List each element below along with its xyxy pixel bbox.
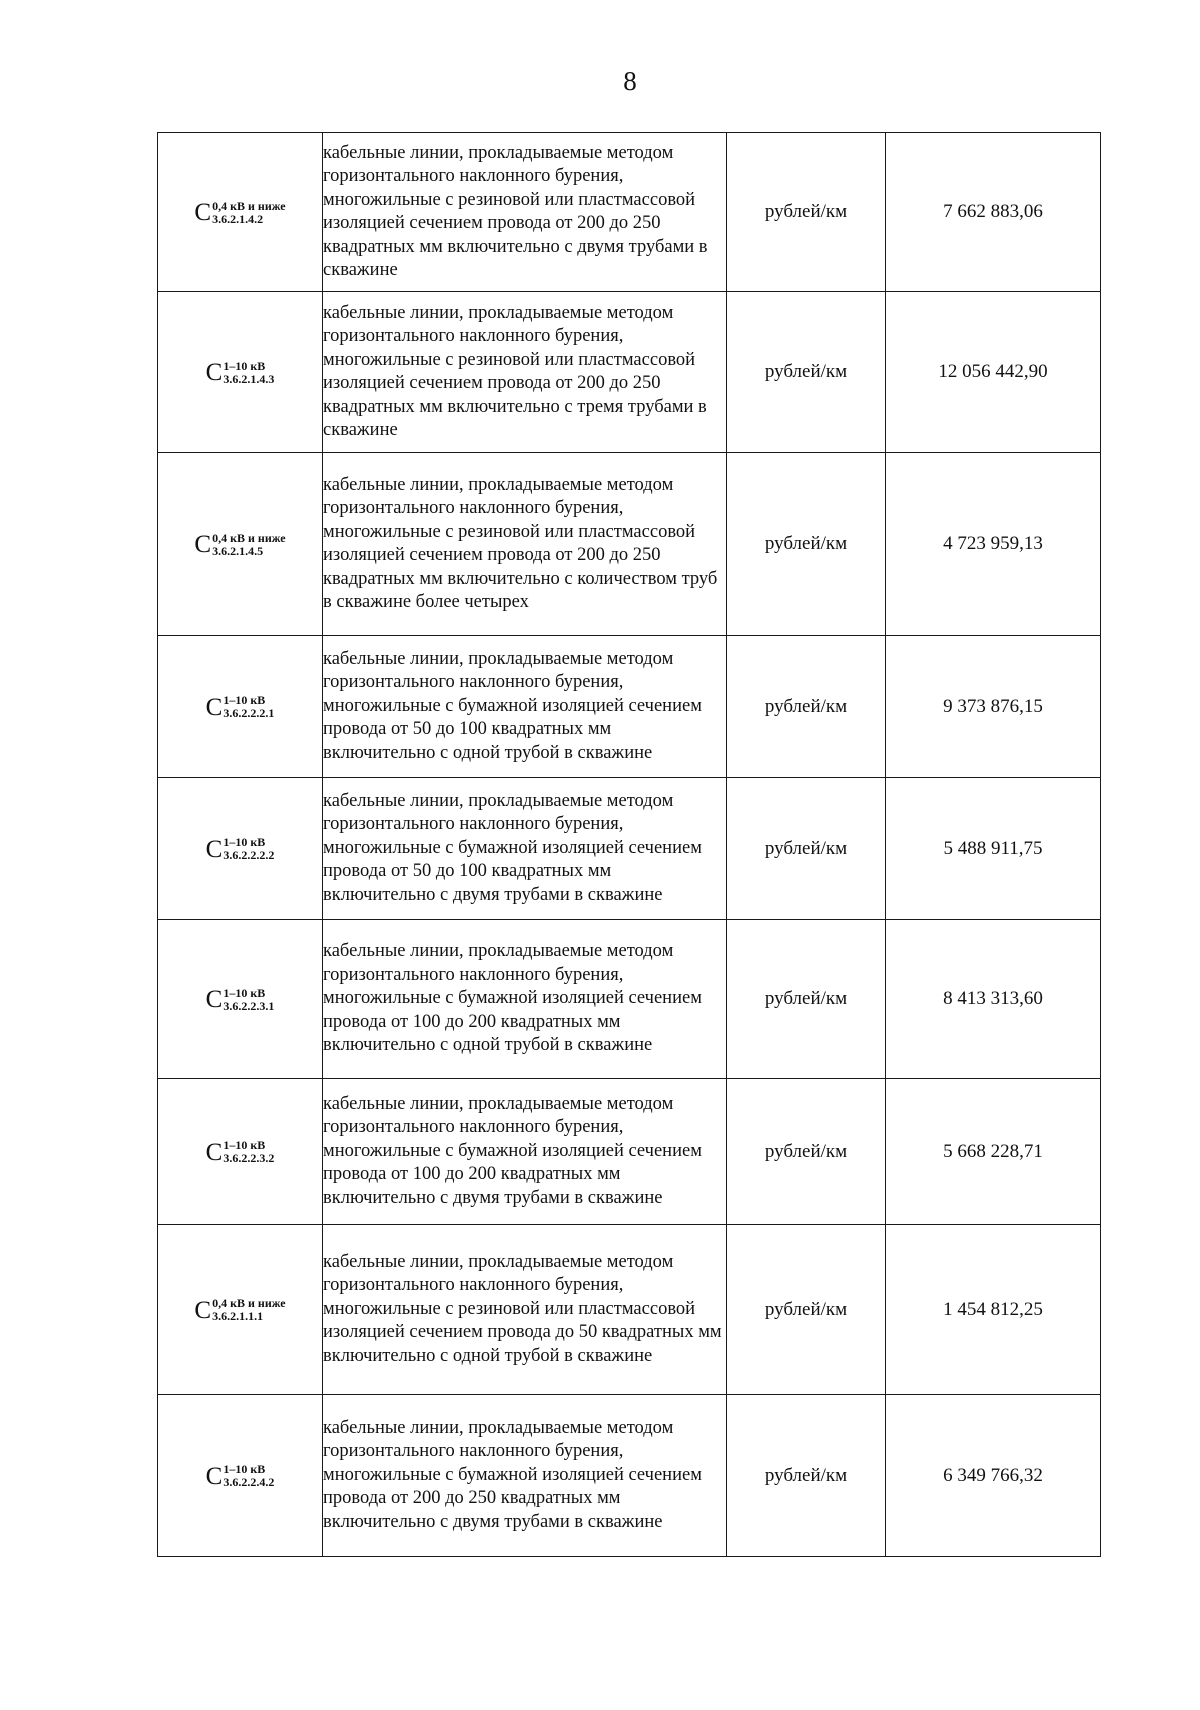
rate-code-index: 3.6.2.2.2.1 [223, 706, 275, 721]
rate-code-cell [158, 453, 323, 636]
table-row [158, 292, 1101, 453]
rate-value: 1 454 812,25 [886, 1225, 1101, 1395]
rate-code-voltage: 1–10 кВ [223, 835, 266, 850]
rate-code-cell [158, 1079, 323, 1225]
rate-code-cell [158, 292, 323, 453]
rate-description: кабельные линии, прокладываемые методом горизонтального наклонного бурения, многожильные с бумажной изоляцией сечением провода от 100 до 200 квадратных мм включительно с одной трубой в скважине [323, 920, 727, 1079]
rate-code-base: C [205, 1462, 223, 1490]
rate-code-index: 3.6.2.2.2.2 [223, 848, 275, 863]
rate-code-voltage: 0,4 кВ и ниже [212, 1296, 286, 1311]
rate-code-cell [158, 1225, 323, 1395]
rate-code-base: C [194, 531, 212, 559]
rate-unit: рублей/км [727, 778, 886, 920]
rate-code-index: 3.6.2.1.4.5 [212, 543, 264, 558]
rate-code-cell [158, 778, 323, 920]
rate-description: кабельные линии, прокладываемые методом горизонтального наклонного бурения, многожильные с резиновой или пластмассовой изоляцией сечением провода от 200 до 250 квадратных мм включительно с количеством труб в скважине более четырех [323, 453, 727, 636]
rate-code-base: C [205, 835, 223, 863]
rate-value: 7 662 883,06 [886, 133, 1101, 292]
table-row [158, 1079, 1101, 1225]
rate-code-voltage: 0,4 кВ и ниже [212, 530, 286, 545]
rate-code [206, 1138, 275, 1165]
rate-unit: рублей/км [727, 453, 886, 636]
rate-code-index: 3.6.2.1.1.1 [212, 1309, 264, 1324]
rate-code-base: C [205, 1138, 223, 1166]
rate-unit: рублей/км [727, 636, 886, 778]
rate-value: 4 723 959,13 [886, 453, 1101, 636]
rate-code [206, 985, 275, 1012]
table-row [158, 920, 1101, 1079]
rate-code-cell [158, 920, 323, 1079]
rate-value: 9 373 876,15 [886, 636, 1101, 778]
rate-code-cell [158, 1395, 323, 1557]
table-row [158, 453, 1101, 636]
rate-description: кабельные линии, прокладываемые методом горизонтального наклонного бурения, многожильные с бумажной изоляцией сечением провода от 100 до 200 квадратных мм включительно с двумя трубами в скважине [323, 1079, 727, 1225]
rate-code-base: C [194, 199, 212, 227]
table-row [158, 1225, 1101, 1395]
rate-code-index: 3.6.2.1.4.2 [212, 211, 264, 226]
rate-code-base: C [194, 1296, 212, 1324]
rate-unit: рублей/км [727, 292, 886, 453]
rate-value: 12 056 442,90 [886, 292, 1101, 453]
rate-description: кабельные линии, прокладываемые методом горизонтального наклонного бурения, многожильные с резиновой или пластмассовой изоляцией сечением провода до 50 квадратных мм включительно с одной трубой в скважине [323, 1225, 727, 1395]
rate-code-index: 3.6.2.1.4.3 [223, 371, 275, 386]
rate-code-voltage: 1–10 кВ [223, 985, 266, 1000]
rate-code [206, 835, 275, 862]
rate-unit: рублей/км [727, 920, 886, 1079]
rate-code [194, 530, 285, 557]
rate-description: кабельные линии, прокладываемые методом горизонтального наклонного бурения, многожильные с резиновой или пластмассовой изоляцией сечением провода от 200 до 250 квадратных мм включительно с двумя трубами в скважине [323, 133, 727, 292]
rate-code [194, 198, 285, 225]
rate-code-base: C [205, 359, 223, 387]
rate-code-voltage: 1–10 кВ [223, 1462, 266, 1477]
rate-code-index: 3.6.2.2.3.1 [223, 998, 275, 1013]
table-row [158, 778, 1101, 920]
rate-code-cell [158, 636, 323, 778]
rate-value: 6 349 766,32 [886, 1395, 1101, 1557]
rate-code [194, 1296, 285, 1323]
rate-code [206, 358, 275, 385]
rate-code-index: 3.6.2.2.4.2 [223, 1475, 275, 1490]
rate-description: кабельные линии, прокладываемые методом горизонтального наклонного бурения, многожильные с бумажной изоляцией сечением провода от 50 до 100 квадратных мм включительно с одной трубой в скважине [323, 636, 727, 778]
page-number: 8 [623, 66, 637, 96]
rate-code-base: C [205, 693, 223, 721]
rate-description: кабельные линии, прокладываемые методом горизонтального наклонного бурения, многожильные с бумажной изоляцией сечением провода от 50 до 100 квадратных мм включительно с двумя трубами в скважине [323, 778, 727, 920]
rates-table [157, 132, 1101, 1557]
table-row [158, 133, 1101, 292]
rate-code-voltage: 0,4 кВ и ниже [212, 198, 286, 213]
rate-code [206, 693, 275, 720]
rate-code-cell [158, 133, 323, 292]
rate-description: кабельные линии, прокладываемые методом горизонтального наклонного бурения, многожильные с бумажной изоляцией сечением провода от 200 до 250 квадратных мм включительно с двумя трубами в скважине [323, 1395, 727, 1557]
table-row [158, 1395, 1101, 1557]
rate-code-voltage: 1–10 кВ [223, 358, 266, 373]
table-row [158, 636, 1101, 778]
rate-unit: рублей/км [727, 133, 886, 292]
rate-description: кабельные линии, прокладываемые методом горизонтального наклонного бурения, многожильные с резиновой или пластмассовой изоляцией сечением провода от 200 до 250 квадратных мм включительно с тремя трубами в скважине [323, 292, 727, 453]
rate-code-base: C [205, 986, 223, 1014]
rate-unit: рублей/км [727, 1225, 886, 1395]
rate-code-voltage: 1–10 кВ [223, 1138, 266, 1153]
rate-value: 5 488 911,75 [886, 778, 1101, 920]
rate-unit: рублей/км [727, 1395, 886, 1557]
rate-unit: рублей/км [727, 1079, 886, 1225]
rate-code-index: 3.6.2.2.3.2 [223, 1151, 275, 1166]
rate-value: 5 668 228,71 [886, 1079, 1101, 1225]
rate-code [206, 1462, 275, 1489]
rate-value: 8 413 313,60 [886, 920, 1101, 1079]
rates-table-body [158, 133, 1101, 1557]
rate-code-voltage: 1–10 кВ [223, 693, 266, 708]
